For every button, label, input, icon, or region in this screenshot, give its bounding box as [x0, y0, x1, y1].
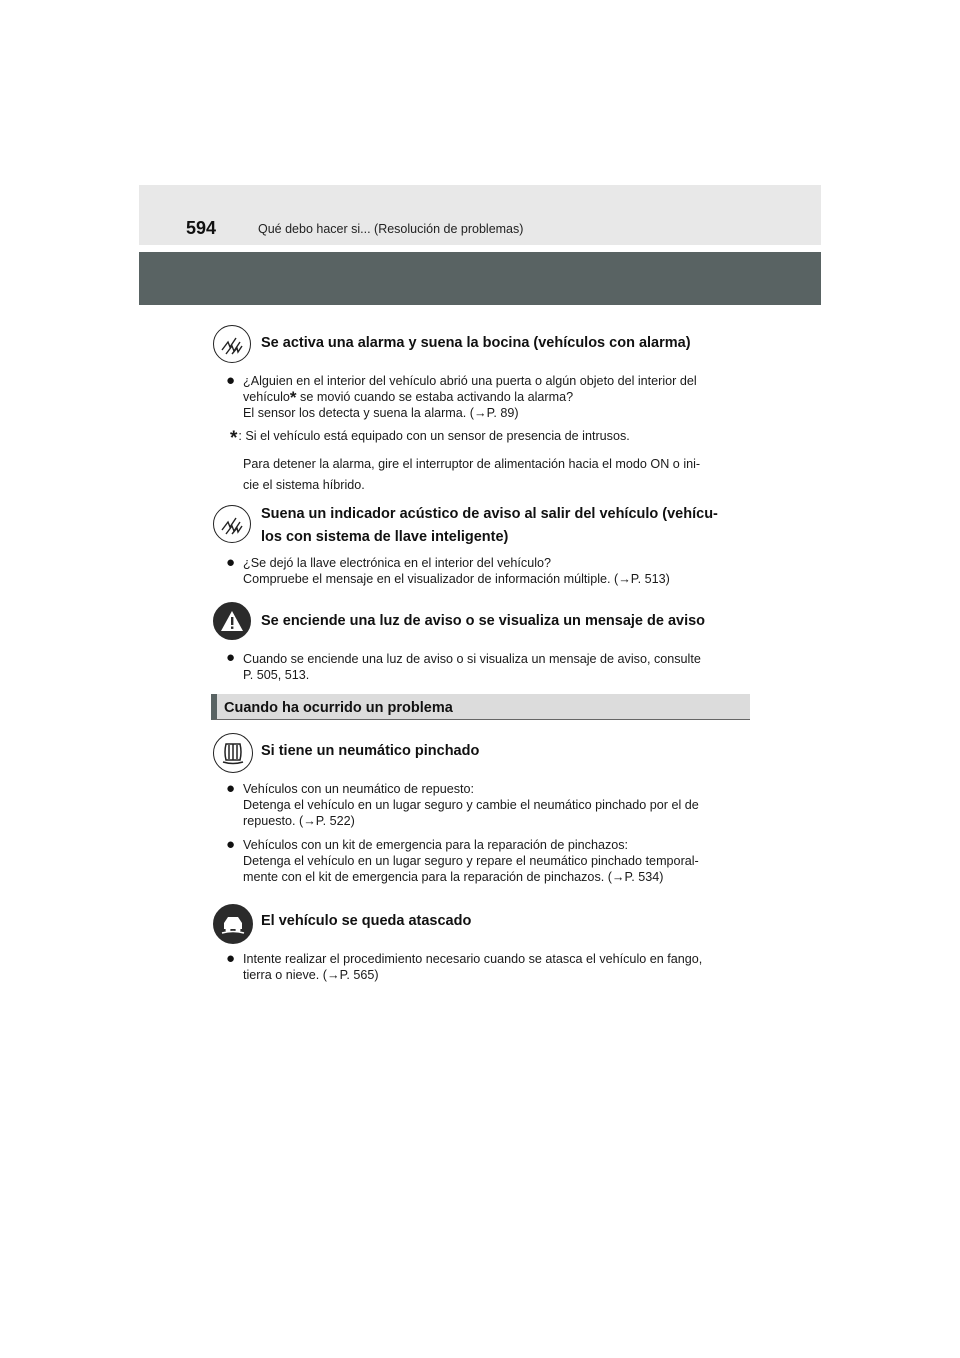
alarm-bullet-line3: El sensor los detecta y suena la alarma. (→P. 89) — [243, 406, 519, 420]
key-bullet-line1: ¿Se dejó la llave electrónica en el interior del vehículo? — [243, 556, 552, 570]
tire-b1-line2: Detenga el vehículo en un lugar seguro y cambie el neumático pinchado por el de — [243, 798, 699, 812]
problem-section-title: Cuando ha ocurrido un problema — [224, 700, 453, 716]
bullet-icon: ● — [226, 649, 236, 666]
tire-b1-line1: Vehículos con un neumático de repuesto: — [243, 782, 475, 796]
bullet-icon: ● — [226, 836, 236, 853]
footnote-star: * — [230, 428, 238, 449]
key-heading — [261, 503, 718, 549]
alarm-stop-line2: cie el sistema híbrido. — [243, 478, 365, 492]
bullet-icon: ● — [226, 950, 236, 967]
key-bullet-text — [243, 555, 747, 587]
warning-bullet-text — [243, 651, 747, 683]
alarm-footnote — [230, 428, 630, 447]
alarm-stop-line1: Para detener la alarma, gire el interruptor de alimentación hacia el modo ON o ini- — [243, 457, 701, 471]
footnote-text: : Si el vehículo está equipado con un sensor de presencia de intrusos. — [238, 429, 630, 443]
stuck-bullet-line2: tierra o nieve. (→P. 565) — [243, 968, 379, 982]
alarm-bullet-line1: ¿Alguien en el interior del vehículo abrió una puerta o algún objeto del interior del — [243, 374, 697, 388]
stuck-bullet-text — [243, 951, 747, 983]
tire-b2-line1: Vehículos con un kit de emergencia para la reparación de pinchazos: — [243, 838, 629, 852]
alarm-bullet-line2b: se movió cuando se estaba activando la alarma? — [296, 390, 574, 404]
key-bullet-line2: Compruebe el mensaje en el visualizador de información múltiple. (→P. 513) — [243, 572, 670, 586]
alarm-heading: Se activa una alarma y suena la bocina (vehículos con alarma) — [261, 335, 691, 351]
bullet-icon: ● — [226, 554, 236, 571]
sound-wave-icon — [213, 325, 251, 363]
stuck-bullet-line1: Intente realizar el procedimiento necesario cuando se atasca el vehículo en fango, — [243, 952, 703, 966]
tire-b2-line2: Detenga el vehículo en un lugar seguro y repare el neumático pinchado temporal- — [243, 854, 699, 868]
header-bar — [139, 185, 821, 245]
stuck-car-icon — [213, 904, 253, 944]
alarm-bullet-line2a: vehículo — [243, 390, 290, 404]
footnote-star: * — [289, 388, 297, 407]
warning-triangle-icon — [213, 602, 251, 640]
warning-bullet-line1: Cuando se enciende una luz de aviso o si visualiza un mensaje de aviso, consulte — [243, 652, 701, 666]
key-heading-line2: los con sistema de llave inteligente) — [261, 529, 509, 545]
tire-b1-line3: repuesto. (→P. 522) — [243, 814, 355, 828]
tire-bullet1-text — [243, 781, 747, 829]
page-number: 594 — [186, 218, 217, 238]
header-title: Qué debo hacer si... (Resolución de problemas) — [258, 222, 524, 236]
bullet-icon: ● — [226, 372, 236, 389]
tire-b2-line3: mente con el kit de emergencia para la reparación de pinchazos. (→P. 534) — [243, 870, 664, 884]
alarm-bullet-text — [243, 373, 747, 421]
alarm-stop-text — [243, 454, 747, 496]
bullet-icon: ● — [226, 780, 236, 797]
warning-heading: Se enciende una luz de aviso o se visualiza un mensaje de aviso — [261, 613, 706, 629]
warning-bullet-line2: P. 505, 513. — [243, 668, 310, 682]
stuck-heading: El vehículo se queda atascado — [261, 913, 472, 929]
tire-bullet2-text — [243, 837, 747, 885]
flat-tire-icon — [213, 733, 253, 773]
sound-wave-icon — [213, 505, 251, 543]
key-heading-line1: Suena un indicador acústico de aviso al salir del vehículo (vehícu- — [261, 506, 718, 522]
tire-heading: Si tiene un neumático pinchado — [261, 743, 480, 759]
section-banner — [139, 252, 821, 305]
